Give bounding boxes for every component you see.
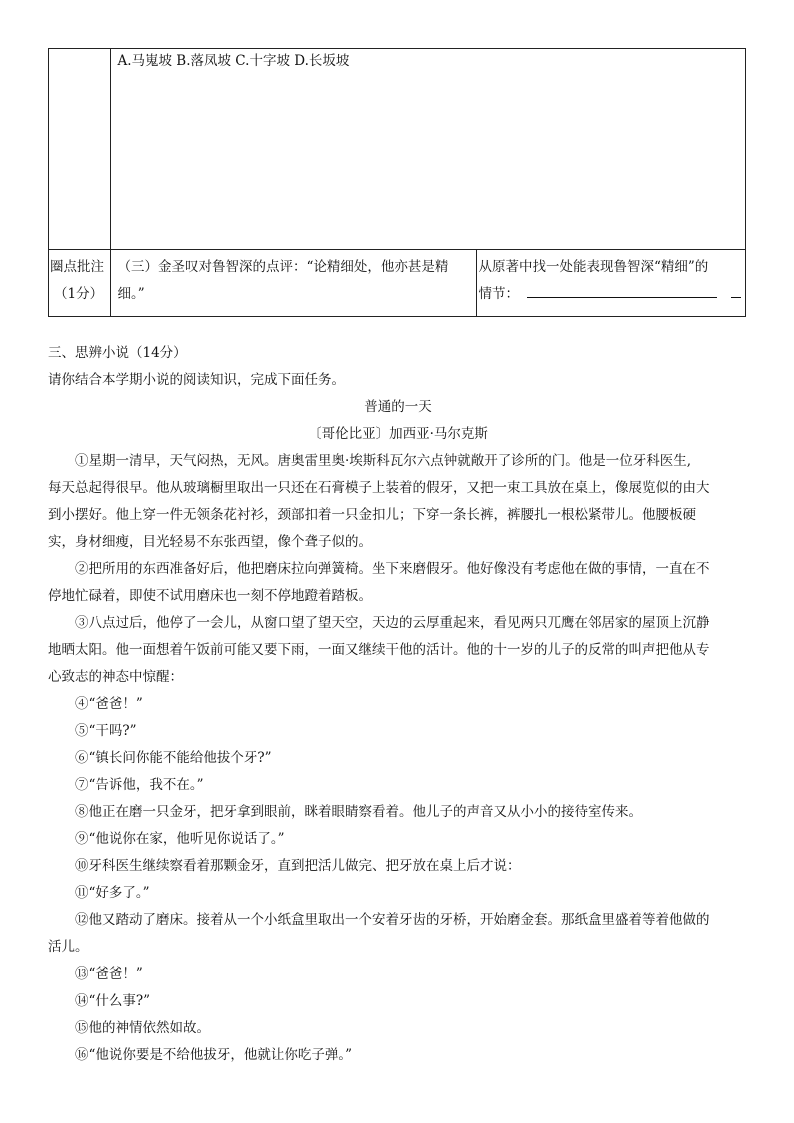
story-author: 〔哥伦比亚〕加西亚·马尔克斯: [308, 426, 488, 442]
section-heading: 三、思辨小说（14分）: [48, 345, 187, 361]
paragraph-line: ⑨“他说你在家，他听见你说话了。”: [75, 831, 285, 847]
label-cell: [49, 250, 111, 317]
label-line1: 圈点批注: [50, 259, 104, 275]
table-cell-empty: [49, 49, 111, 250]
paragraph-line: ⑩牙科医生继续察看着那颗金牙，直到把活儿做完、把牙放在桌上后才说：: [75, 858, 521, 874]
task-label: 情节：: [478, 286, 519, 302]
paragraph-line: ⑭“什么事?”: [75, 993, 151, 1009]
label-line2: （1分）: [54, 286, 104, 302]
paragraph-line: 每天总起得很早。他从玻璃橱里取出一只还在石膏模子上装着的假牙，又把一束工具放在桌上，像展览似的由大: [48, 480, 710, 496]
section: [48, 340, 748, 448]
paragraph-line: ⑬“爸爸！”: [75, 966, 143, 982]
answer-blank-tail: [731, 283, 741, 298]
paragraph-line: ⑦“告诉他，我不在。”: [75, 777, 204, 793]
section-instruction: 请你结合本学期小说的阅读知识，完成下面任务。: [48, 372, 345, 388]
question-table: [48, 48, 746, 317]
paragraph-line: ⑫他又踏动了磨床。接着从一个小纸盒里取出一个安着牙齿的牙桥，开始磨金套。那纸盒里盛着等着他做的: [75, 912, 710, 928]
quote-line1: （三）金圣叹对鲁智深的点评：“论精细处，他亦甚是精: [117, 259, 449, 275]
story-body: [48, 448, 748, 1069]
paragraph-line: 地晒太阳。他一面想着午饭前可能又要下雨，一面又继续干他的活计。他的十一岁的儿子的反常的叫声把他从专: [48, 642, 710, 658]
options-cell: [111, 49, 746, 250]
task-cell: [476, 250, 746, 317]
paragraph-line: ②把所用的东西准备好后，他把磨床拉向弹簧椅。坐下来磨假牙。他好像没有考虑他在做的事情，一直在不: [75, 561, 710, 577]
paragraph-line: 活儿。: [48, 939, 89, 955]
paragraph-line: 心致志的神态中惊醒：: [48, 669, 183, 685]
task-line2: [479, 281, 742, 308]
paragraph-line: 停地忙碌着，即使不试用磨床也一刻不停地蹬着踏板。: [48, 588, 372, 604]
paragraph-line: ④“爸爸！”: [75, 696, 143, 712]
quote-line2: 细。”: [117, 286, 145, 302]
paragraph-line: ⑮他的神情依然如故。: [75, 1020, 210, 1036]
options-text: A.马嵬坡 B.落凤坡 C.十字坡 D.长坂坡: [117, 53, 350, 69]
paragraph-line: ①星期一清早，天气闷热，无风。唐奥雷里奥·埃斯科瓦尔六点钟就敞开了诊所的门。他是一位牙科医生,: [75, 453, 692, 469]
paragraph-line: ③八点过后，他停了一会儿，从窗口望了望天空，天边的云厚重起来，看见两只兀鹰在邻居家的屋顶上沉静: [75, 615, 710, 631]
paragraph-line: ⑧他正在磨一只金牙，把牙拿到眼前，眯着眼睛察看着。他儿子的声音又从小小的接待室传来。: [75, 804, 642, 820]
quote-cell: [111, 250, 476, 317]
answer-blank[interactable]: [527, 283, 717, 298]
task-line1: 从原著中找一处能表现鲁智深“精细”的: [478, 259, 709, 275]
paragraph-line: ⑯“他说你要是不给他拔牙，他就让你吃子弹。”: [75, 1047, 353, 1063]
story-title: 普通的一天: [364, 399, 432, 415]
paragraph-line: ⑥“镇长问你能不能给他拔个牙?”: [75, 750, 272, 766]
paragraph-line: 到小摆好。他上穿一件无领条花衬衫，颈部扣着一只金扣儿；下穿一条长裤，裤腰扎一根松紧带儿。他腰板硬: [48, 507, 696, 523]
paragraph-line: ⑪“好多了。”: [75, 885, 150, 901]
paragraph-line: ⑤“干吗?”: [75, 723, 137, 739]
paragraph-line: 实，身材细瘦，目光轻易不东张西望，像个聋子似的。: [48, 534, 372, 550]
